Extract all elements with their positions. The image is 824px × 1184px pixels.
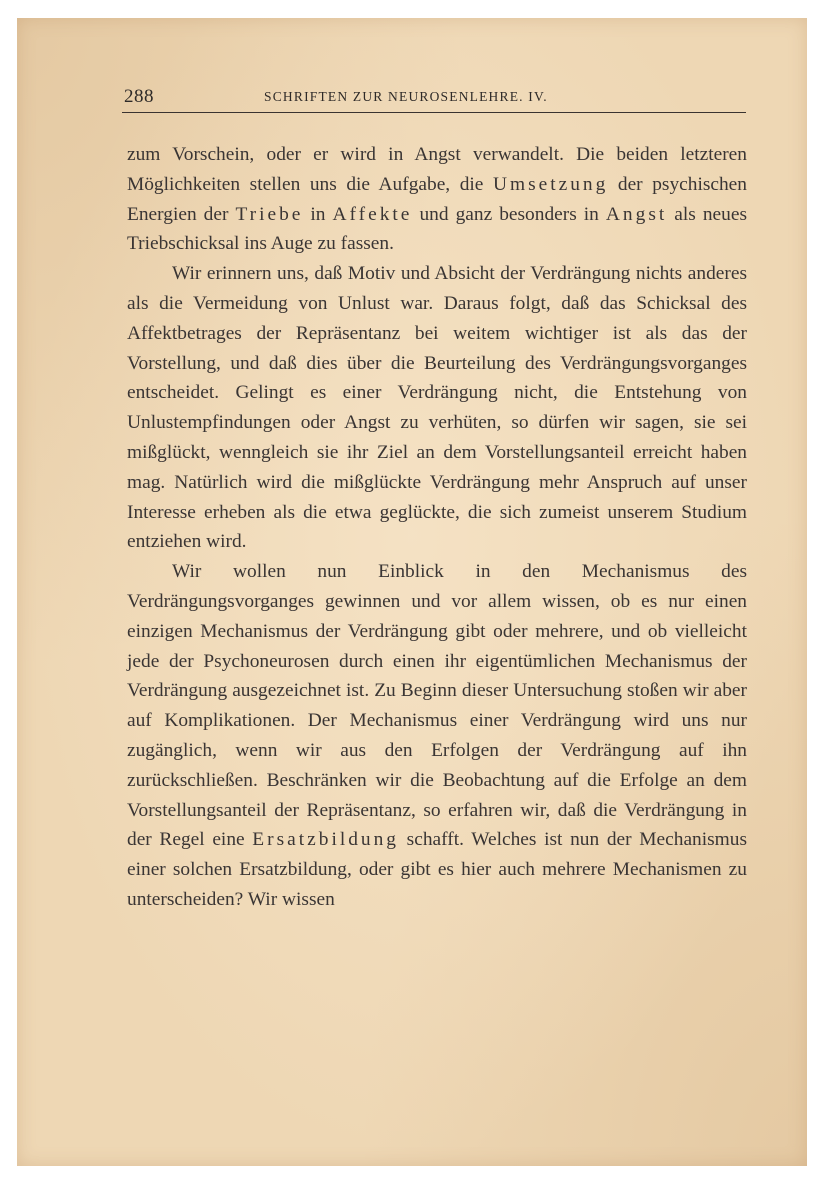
body-text <box>127 140 747 915</box>
page-header <box>124 86 748 110</box>
paragraph-1-text-c: der psychischen Energien der <box>127 173 747 225</box>
emphasis-angst: Angst <box>605 203 668 225</box>
emphasis-umsetzung: Umsetzung <box>492 173 609 195</box>
paragraph-1 <box>127 140 747 259</box>
header-rule <box>122 112 746 113</box>
paragraph-2: Wir erinnern uns, daß Motiv und Absicht der Verdrängung nichts anderes als die Vermeidung von Unlust war. Daraus folgt, daß das Schicksal des Affektbetrages der Repräsentanz bei weitem wichtiger ist als das der Vorstellung, und daß dies über die Beurteilung des Verdrängungsvorganges entscheidet. Gelingt es einer Verdrängung nicht, die Entstehung von Unlustempfindungen oder Angst zu verhüten, so dürfen wir sagen, sie sei mißglückt, wenngleich sie ihr Ziel an dem Vorstellungsanteil erreicht haben mag. Natürlich wird die mißglückte Verdrängung mehr Anspruch auf unser Interesse erheben als die etwa geglückte, die sich zumeist unserem Studium entziehen wird. <box>127 263 747 553</box>
paragraph-3-text-a: Wir wollen nun Einblick in den Mechanismus des Verdrängungsvorganges gewinnen und vor allem wissen, ob es nur einen einzigen Mechanismus der Verdrängung gibt oder mehrere, und ob vielleicht jede der Psychoneurosen durch einen ihr eigentümlichen Mechanismus der Verdrängung ausgezeichnet ist. Zu Beginn dieser Untersuchung stoßen wir aber auf Komplikationen. Der Mechanismus einer Verdrängung wird uns nur zugänglich, wenn wir aus den Erfolgen der Verdrängung auf ihn zurückschließen. Beschränken wir die Beobachtung auf die Erfolge an dem Vorstellungsanteil der Repräsentanz, so erfahren wir, daß die Verdrängung in der Regel eine <box>127 561 747 851</box>
paragraph-1-text-a: zum Vorschein, oder er wird in Angst verwandelt. Die beiden letzteren Möglichkeiten stellen uns die Aufgabe, die <box>127 144 747 195</box>
emphasis-ersatzbildung: Ersatzbildung <box>252 829 399 851</box>
paragraph-1-text-e: in <box>303 203 333 225</box>
page-number: 288 <box>124 86 154 107</box>
paragraph-1-text-g: und ganz besonders in <box>412 203 606 225</box>
paragraph-3-text-c: schafft. Welches ist nun der Mechanismus einer solchen Ersatzbildung, oder gibt es hier auch mehrere Mechanismen zu unterscheiden? Wir wissen <box>127 829 747 910</box>
running-head: SCHRIFTEN ZUR NEUROSENLEHRE. IV. <box>264 89 548 104</box>
paragraph-3 <box>127 557 747 915</box>
emphasis-triebe: Triebe <box>235 203 304 225</box>
paragraph-1-text-i: als neues Triebschicksal ins Auge zu fassen. <box>127 203 748 255</box>
emphasis-affekte: Affekte <box>332 203 413 225</box>
